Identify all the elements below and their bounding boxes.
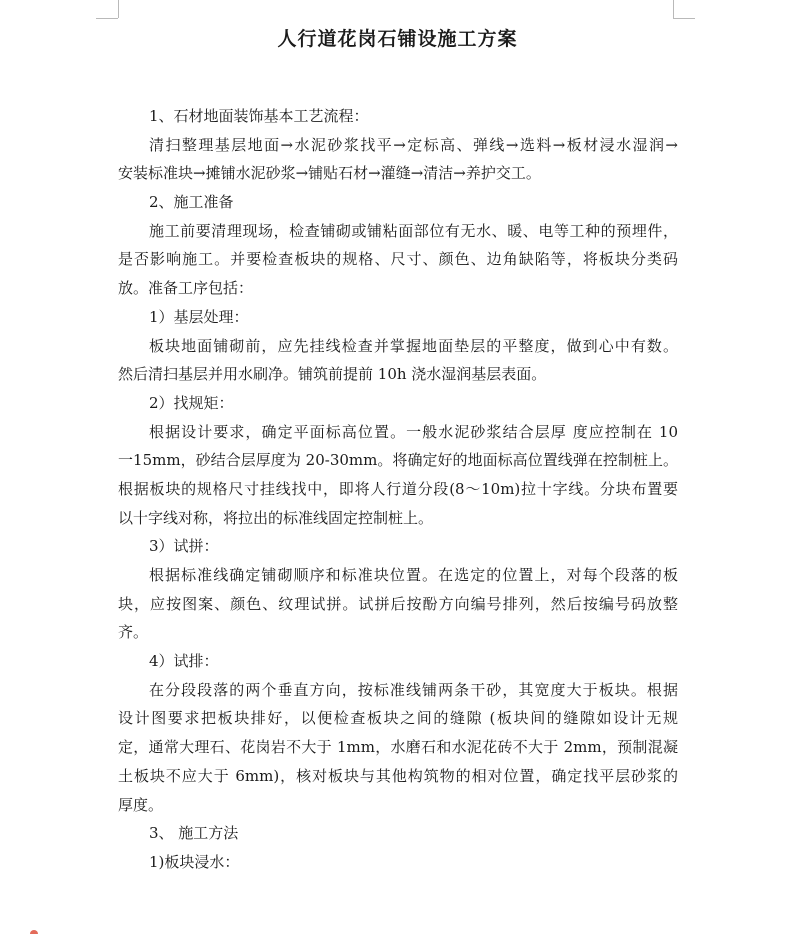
- paragraph-line: 在分段段落的两个垂直方向，按标准线铺两条干砂，其宽度大于板块。根据: [149, 680, 678, 699]
- paragraph-line: 是否影响施工。并要检查板块的规格、尺寸、颜色、边角缺陷等，将板块分类码: [118, 250, 678, 269]
- paragraph-line: 以十字线对称，将拉出的标准线固定控制桩上。: [118, 508, 434, 527]
- paragraph-line: 厚度。: [118, 795, 164, 814]
- subsection-heading: 4）试排：: [149, 652, 219, 671]
- crop-mark-top-right: [673, 0, 674, 18]
- paragraph-line: 齐。: [118, 623, 149, 642]
- paragraph-line: 板块地面铺砌前，应先挂线检查并掌握地面垫层的平整度，做到心中有数。: [149, 336, 678, 355]
- paragraph-line: 放。准备工序包括：: [118, 279, 254, 298]
- paragraph-line: 然后清扫基层并用水刷净。铺筑前提前 10h 浇水湿润基层表面。: [118, 365, 547, 384]
- subsection-heading: 3）试拼：: [149, 537, 219, 556]
- paragraph-line: 施工前要清理现场，检查铺砌或铺粘面部位有无水、暖、电等工种的预埋件，: [149, 221, 678, 240]
- crop-mark-top-left: [118, 0, 119, 18]
- paragraph-line: 设计图要求把板块排好，以便检查板块之间的缝隙 (板块间的缝隙如设计无规: [118, 709, 678, 728]
- paragraph-line: 根据设计要求，确定平面标高位置。一般水泥砂浆结合层厚 度应控制在 10: [149, 422, 678, 441]
- document-body: [118, 102, 678, 877]
- subsection-heading: 2）找规矩：: [149, 393, 234, 412]
- paragraph-line: 根据板块的规格尺寸挂线找中，即将人行道分段(8～10m)拉十字线。分块布置要: [118, 479, 678, 498]
- paragraph-line: 一15mm，砂结合层厚度为 20-30mm。将确定好的地面标高位置线弹在控制桩上。: [118, 451, 678, 470]
- paragraph-line: 块，应按图案、颜色、纹理试拼。试拼后按酚方向编号排列，然后按编号码放整: [118, 594, 678, 613]
- section-heading: 2、施工准备: [149, 193, 234, 212]
- section-heading: 1、石材地面装饰基本工艺流程：: [149, 107, 369, 125]
- paragraph-line: 清扫整理基层地面→水泥砂浆找平→定标高、弹线→选料→板材浸水湿润→: [149, 135, 678, 154]
- paragraph-line: 根据标准线确定铺砌顺序和标准块位置。在选定的位置上，对每个段落的板: [149, 566, 678, 584]
- paragraph-line: 安装标准块→摊铺水泥砂浆→铺贴石材→灌缝→清洁→养护交工。: [118, 164, 541, 183]
- subsection-heading: 1)板块浸水：: [149, 852, 240, 871]
- paragraph-line: 土板块不应大于 6mm)，核对板块与其他构筑物的相对位置，确定找平层砂浆的: [118, 766, 678, 785]
- crop-mark-top-right: [673, 18, 695, 19]
- document-title: 人行道花岗石铺设施工方案: [277, 28, 518, 50]
- section-heading: 3、 施工方法: [149, 824, 239, 843]
- crop-mark-top-left: [96, 18, 118, 19]
- subsection-heading: 1）基层处理：: [149, 307, 249, 326]
- paragraph-line: 定，通常大理石、花岗岩不大于 1mm，水磨石和水泥花砖不大于 2mm，预制混凝: [118, 738, 678, 757]
- edge-marker: [30, 930, 38, 934]
